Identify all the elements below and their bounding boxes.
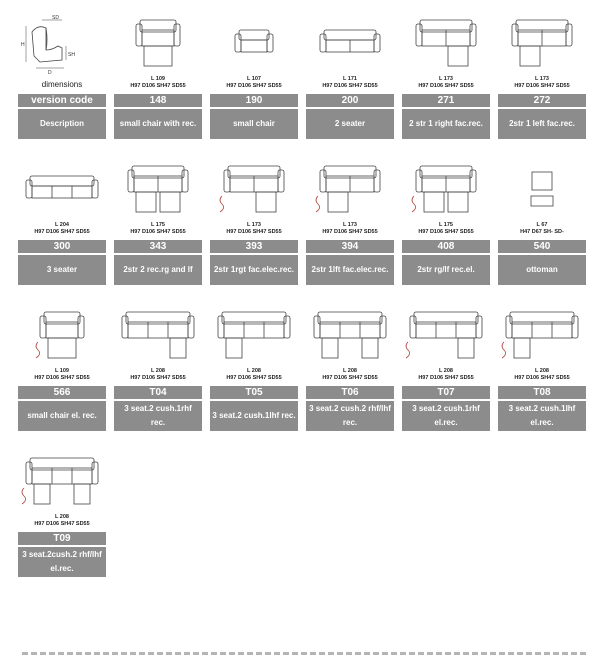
product-length: L 208 xyxy=(55,514,69,520)
product-length: L 204 xyxy=(55,222,69,228)
product-length: L 173 xyxy=(535,76,549,82)
version-code: 394 xyxy=(306,240,394,253)
product-measures: H97 D106 SH47 SD55 xyxy=(322,228,378,235)
product-description: ottoman xyxy=(498,255,586,285)
product-description: 2str 1lft fac.elec.rec. xyxy=(306,255,394,285)
product-cell-272 xyxy=(498,12,586,142)
version-code: 271 xyxy=(402,94,490,107)
product-length: L 171 xyxy=(343,76,357,82)
product-dimensions xyxy=(402,76,490,89)
product-cell-540 xyxy=(498,158,586,288)
product-cell-T09 xyxy=(18,450,106,580)
product-cell-300 xyxy=(18,158,106,288)
product-cell-408 xyxy=(402,158,490,288)
product-measures: H97 D106 SH47 SD55 xyxy=(322,82,378,89)
product-dimensions xyxy=(498,76,586,89)
version-code: T08 xyxy=(498,386,586,399)
product-description: 2str 1rgt fac.elec.rec. xyxy=(210,255,298,285)
product-dimensions xyxy=(114,222,202,235)
version-code: 190 xyxy=(210,94,298,107)
product-length: L 208 xyxy=(247,368,261,374)
product-length: L 109 xyxy=(151,76,165,82)
product-dimensions xyxy=(402,222,490,235)
product-length: L 175 xyxy=(151,222,165,228)
product-dimensions xyxy=(498,222,586,235)
product-cell-190 xyxy=(210,12,298,142)
product-dimensions xyxy=(114,368,202,381)
product-description: small chair el. rec. xyxy=(18,401,106,431)
product-sketch xyxy=(402,12,490,76)
version-code: 148 xyxy=(114,94,202,107)
product-description: 3 seat.2 cush.2 rhf/lhf rec. xyxy=(306,401,394,431)
dimension-diagram xyxy=(18,12,106,76)
product-cell-T04 xyxy=(114,304,202,434)
version-code: 272 xyxy=(498,94,586,107)
product-sketch xyxy=(18,304,106,368)
product-sketch xyxy=(306,12,394,76)
version-code: 300 xyxy=(18,240,106,253)
product-dimensions xyxy=(18,514,106,527)
product-sketch xyxy=(306,304,394,368)
product-sketch xyxy=(498,304,586,368)
version-code: 408 xyxy=(402,240,490,253)
product-length: L 173 xyxy=(439,76,453,82)
product-sketch xyxy=(114,12,202,76)
product-measures: H97 D106 SH47 SD55 xyxy=(130,374,186,381)
dimensions-label: dimensions xyxy=(41,80,83,89)
product-measures: H97 D106 SH47 SD55 xyxy=(418,228,474,235)
version-code: T07 xyxy=(402,386,490,399)
product-sketch xyxy=(18,158,106,222)
product-length: L 208 xyxy=(151,368,165,374)
product-sketch xyxy=(402,158,490,222)
product-description: 2 str 1 right fac.rec. xyxy=(402,109,490,139)
version-code: 393 xyxy=(210,240,298,253)
product-description: 3 seat.2 cush.1rhf rec. xyxy=(114,401,202,431)
product-cell-T05 xyxy=(210,304,298,434)
product-description: 3 seat.2 cush.1rhf el.rec. xyxy=(402,401,490,431)
product-sketch xyxy=(210,304,298,368)
product-dimensions xyxy=(210,368,298,381)
version-code: 540 xyxy=(498,240,586,253)
product-dimensions xyxy=(306,76,394,89)
product-measures: H97 D106 SH47 SD55 xyxy=(226,228,282,235)
product-length: L 173 xyxy=(247,222,261,228)
product-length: L 67 xyxy=(536,222,548,228)
version-code: T05 xyxy=(210,386,298,399)
h-letter: H xyxy=(21,42,25,48)
product-cell-T07 xyxy=(402,304,490,434)
sd-letter: SD xyxy=(52,15,59,21)
product-measures: H97 D106 SH47 SD55 xyxy=(34,228,90,235)
product-description: 2str rg/lf rec.el. xyxy=(402,255,490,285)
product-description: 3 seater xyxy=(18,255,106,285)
product-description: small chair with rec. xyxy=(114,109,202,139)
version-code-header: version code xyxy=(18,94,106,107)
product-length: L 109 xyxy=(55,368,69,374)
product-description: 2str 1 left fac.rec. xyxy=(498,109,586,139)
product-description: 3 seat.2 cush.1lhf rec. xyxy=(210,401,298,431)
footer-divider xyxy=(22,652,586,655)
product-dimensions xyxy=(498,368,586,381)
product-measures: H97 D106 SH47 SD55 xyxy=(130,228,186,235)
product-cell-393 xyxy=(210,158,298,288)
product-sketch xyxy=(210,12,298,76)
product-sketch xyxy=(498,12,586,76)
product-length: L 208 xyxy=(343,368,357,374)
product-measures: H47 D67 SH- SD- xyxy=(520,228,564,235)
product-measures: H97 D106 SH47 SD55 xyxy=(322,374,378,381)
product-dimensions xyxy=(306,368,394,381)
sh-letter: SH xyxy=(68,52,75,58)
product-sketch xyxy=(18,450,106,514)
product-length: L 107 xyxy=(247,76,261,82)
product-measures: H97 D106 SH47 SD55 xyxy=(34,520,90,527)
product-cell-271 xyxy=(402,12,490,142)
product-measures: H97 D106 SH47 SD55 xyxy=(226,374,282,381)
product-cell-200 xyxy=(306,12,394,142)
version-code: 343 xyxy=(114,240,202,253)
product-dimensions xyxy=(18,222,106,235)
product-description: 2str 2 rec.rg and lf xyxy=(114,255,202,285)
product-sketch xyxy=(210,158,298,222)
product-length: L 208 xyxy=(535,368,549,374)
product-cell-T06 xyxy=(306,304,394,434)
product-sketch xyxy=(306,158,394,222)
product-length: L 173 xyxy=(343,222,357,228)
product-dimensions xyxy=(402,368,490,381)
product-measures: H97 D106 SH47 SD55 xyxy=(34,374,90,381)
product-measures: H97 D106 SH47 SD55 xyxy=(418,374,474,381)
version-code: T09 xyxy=(18,532,106,545)
product-description: 3 seat.2cush.2 rhf/lhf el.rec. xyxy=(18,547,106,577)
product-cell-394 xyxy=(306,158,394,288)
product-cell-T08 xyxy=(498,304,586,434)
product-measures: H97 D106 SH47 SD55 xyxy=(514,82,570,89)
product-dimensions xyxy=(210,76,298,89)
product-description: 2 seater xyxy=(306,109,394,139)
product-cell-148 xyxy=(114,12,202,142)
d-letter: D xyxy=(48,70,52,76)
product-measures: H97 D106 SH47 SD55 xyxy=(130,82,186,89)
product-dimensions xyxy=(114,76,202,89)
version-code: 566 xyxy=(18,386,106,399)
product-measures: H97 D106 SH47 SD55 xyxy=(514,374,570,381)
product-dimensions xyxy=(18,368,106,381)
product-sketch xyxy=(402,304,490,368)
product-description: small chair xyxy=(210,109,298,139)
legend-cell xyxy=(18,12,106,142)
product-cell-343 xyxy=(114,158,202,288)
version-code: T06 xyxy=(306,386,394,399)
product-measures: H97 D106 SH47 SD55 xyxy=(226,82,282,89)
product-dimensions xyxy=(210,222,298,235)
product-length: L 175 xyxy=(439,222,453,228)
product-sketch xyxy=(114,304,202,368)
version-code: 200 xyxy=(306,94,394,107)
product-length: L 208 xyxy=(439,368,453,374)
product-description: 3 seat.2 cush.1lhf el.rec. xyxy=(498,401,586,431)
description-header: Description xyxy=(18,109,106,139)
product-sketch xyxy=(114,158,202,222)
product-dimensions xyxy=(306,222,394,235)
product-measures: H97 D106 SH47 SD55 xyxy=(418,82,474,89)
product-sketch xyxy=(498,158,586,222)
product-cell-566 xyxy=(18,304,106,434)
version-code: T04 xyxy=(114,386,202,399)
